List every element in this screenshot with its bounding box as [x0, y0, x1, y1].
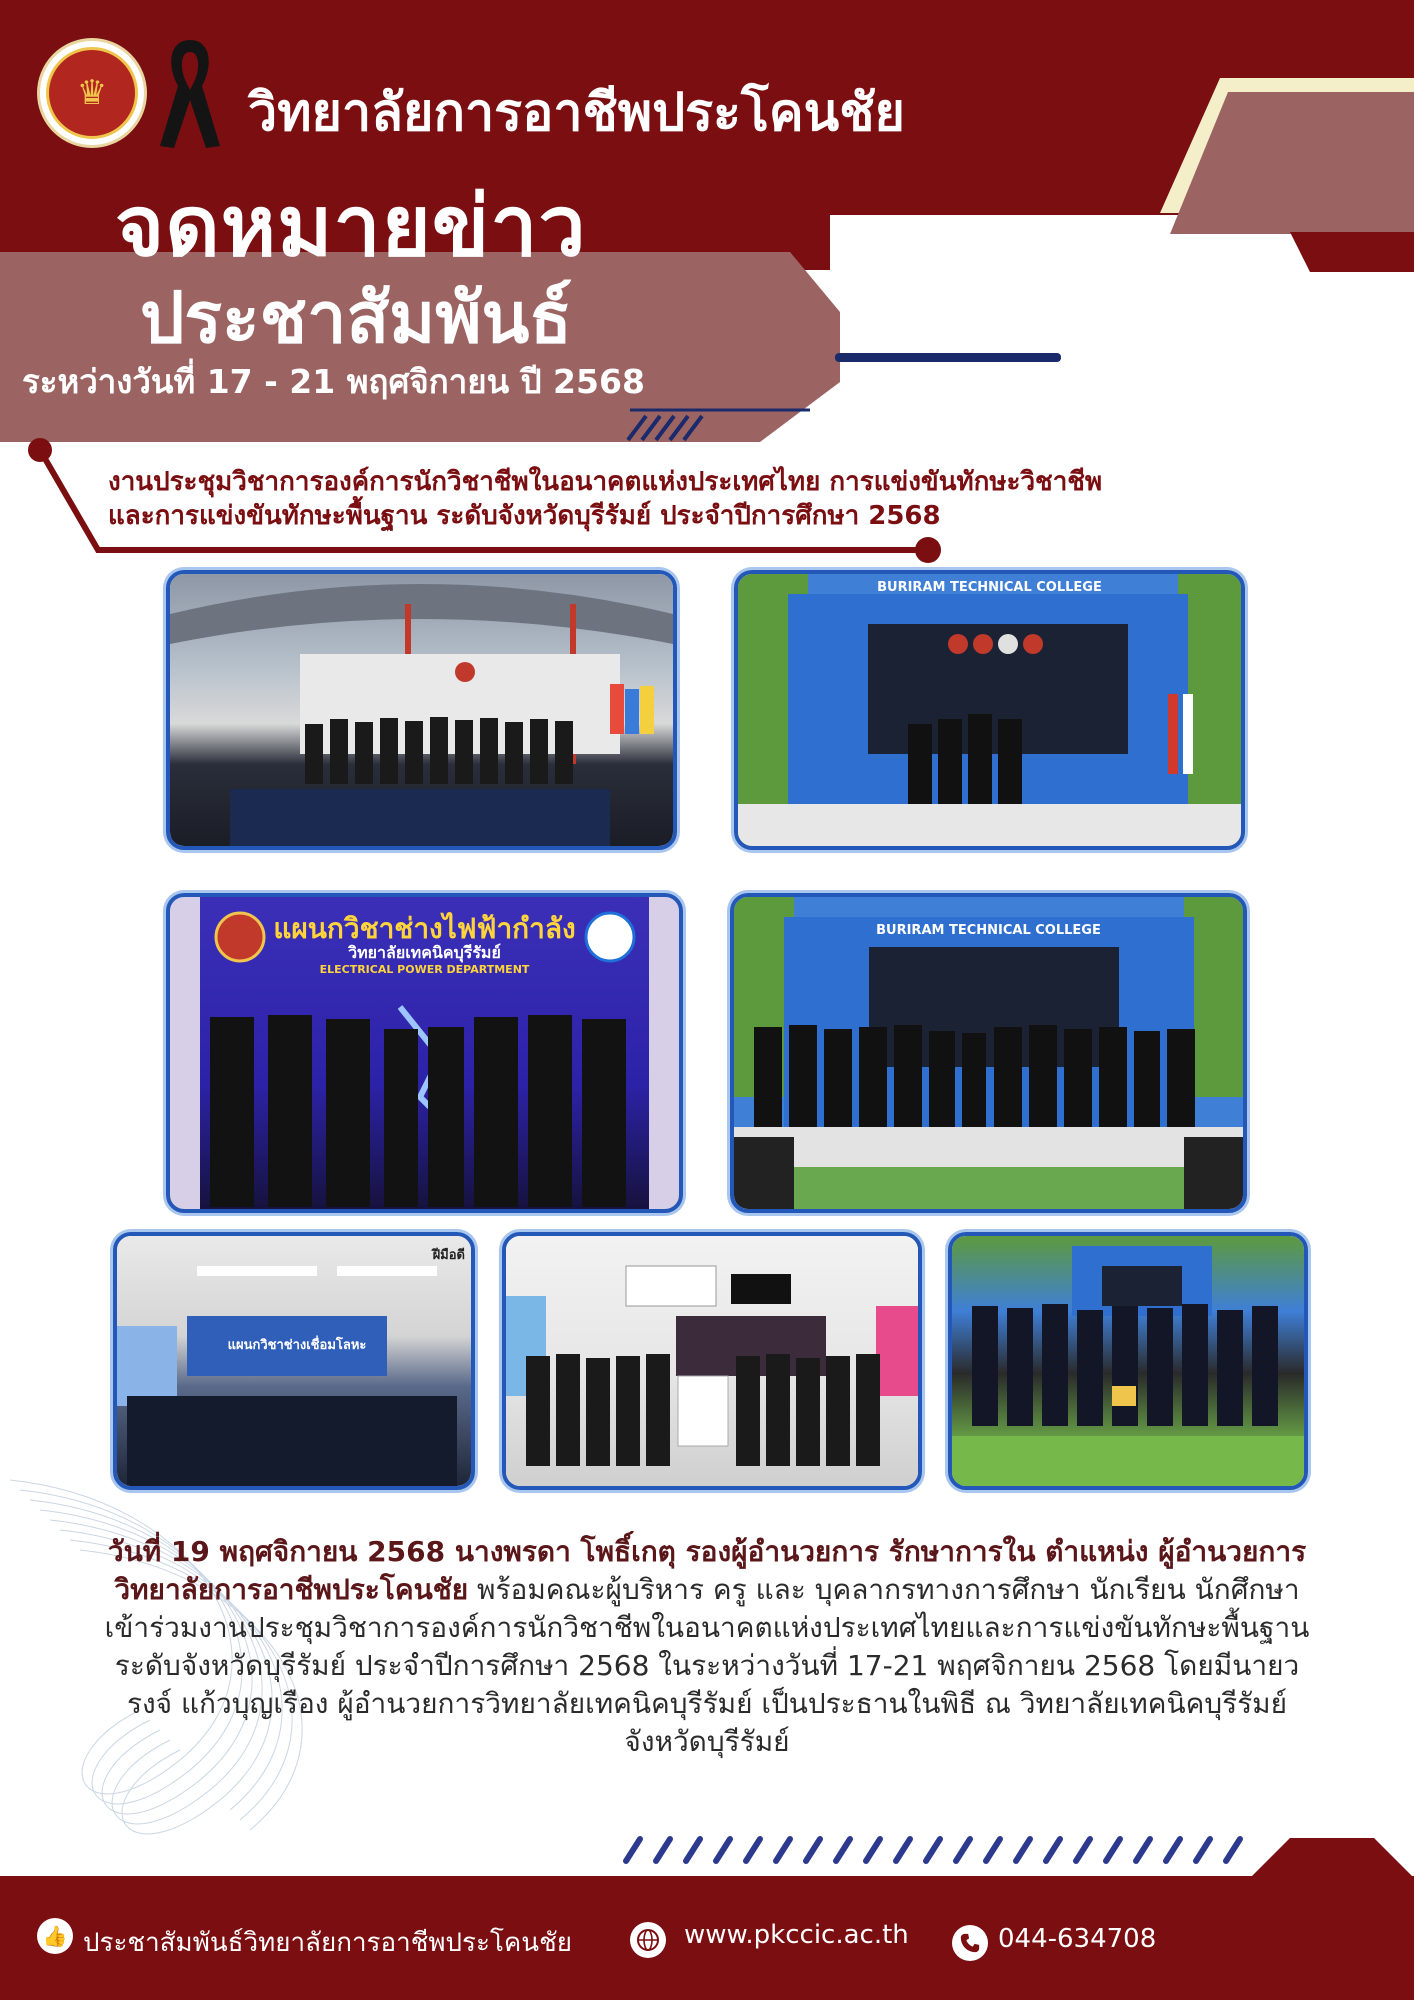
photo-classroom-group	[502, 1232, 922, 1490]
pr-title: ประชาสัมพันธ์	[140, 277, 573, 359]
mourning-ribbon-icon	[150, 34, 230, 154]
globe-icon	[630, 1922, 666, 1958]
photo-award-stage	[734, 570, 1245, 850]
accent-line	[835, 353, 1061, 362]
news-body	[100, 1533, 1314, 1761]
body-details: พร้อมคณะผู้บริหาร ครู และ บุคลากรทางการศึกษา นักเรียน นักศึกษา เข้าร่วมงานประชุมวิชาการองค์การนักวิชาชีพในอนาคตแห่งประเทศไทยและการแข่งขันทักษะพื้นฐาน ระดับจังหวัดบุรีรัมย์ ประจำปีการศึกษา 2568 ในระหว่างวันที่ 17-21 พฤศจิกายน 2568 โดยมีนายวรงจ์ แก้วบุญเรือง ผู้อำนวยการวิทยาลัยเทคนิคบุรีรัมย์ เป็นประธานในพิธี ณ วิทยาลัยเทคนิคบุรีรัมย์ จังหวัดบุรีรัมย์	[104, 1573, 1310, 1758]
photo4-sign: BURIRAM TECHNICAL COLLEGE	[876, 923, 1101, 938]
stage-scene	[170, 574, 673, 846]
photo-group-stage	[730, 893, 1247, 1213]
photo-award-outdoor	[948, 1232, 1308, 1490]
photo5-corner-text: ฝีมือดี	[432, 1248, 465, 1263]
outdoor-scene	[952, 1236, 1304, 1486]
group-scene	[734, 897, 1243, 1209]
photo-department-booth	[166, 893, 683, 1213]
header-white-area	[760, 270, 1414, 410]
event-subtitle	[108, 465, 1258, 533]
emblem-icon: ♛	[46, 47, 138, 139]
facebook-like-icon: 👍	[37, 1918, 73, 1954]
welding-scene	[117, 1236, 471, 1486]
photo-welding-group	[113, 1232, 475, 1490]
footer-facebook[interactable]: ประชาสัมพันธ์วิทยาลัยการอาชีพประโคนชัย	[83, 1928, 572, 1958]
photo3-sign-en: ELECTRICAL POWER DEPARTMENT	[319, 963, 530, 976]
slash-divider	[620, 1835, 1250, 1865]
photo5-sign: แผนกวิชาช่างเชื่อมโลหะ	[227, 1338, 367, 1353]
footer-tab	[1250, 1838, 1414, 1878]
phone-icon	[952, 1925, 988, 1961]
classroom-scene	[506, 1236, 918, 1486]
newsletter-title: จดหมายข่าว	[115, 177, 587, 275]
footer-phone[interactable]: 044-634708	[998, 1924, 1157, 1954]
footer-website[interactable]: www.pkccic.ac.th	[684, 1920, 909, 1950]
photo3-sign-sub: วิทยาลัยเทคนิคบุรีรัมย์	[348, 943, 501, 962]
body-lead: วันที่ 19 พฤศจิกายน 2568 นางพรดา โพธิ์เกตุ รองผู้อำนวยการ รักษาการใน ตำแหน่ง ผู้อำนวยการวิทยาลัยการอาชีพประโคนชัย	[107, 1535, 1307, 1606]
college-name: วิทยาลัยการอาชีพประโคนชัย	[248, 83, 905, 143]
photo-stage-group	[166, 570, 677, 850]
photo2-sign: BURIRAM TECHNICAL COLLEGE	[877, 580, 1102, 595]
date-range: ระหว่างวันที่ 17 - 21 พฤศจิกายน ปี 2568	[22, 362, 645, 401]
photo3-sign-title: แผนกวิชาช่างไฟฟ้ากำลัง	[273, 912, 576, 945]
corner-accent-maroon	[1290, 232, 1414, 272]
college-logo	[37, 38, 147, 148]
award-scene	[738, 574, 1241, 846]
subtitle-line-1: งานประชุมวิชาการองค์การนักวิชาชีพในอนาคตแห่งประเทศไทย การแข่งขันทักษะวิชาชีพ	[108, 467, 1103, 497]
subtitle-line-2: และการแข่งขันทักษะพื้นฐาน ระดับจังหวัดบุรีรัมย์ ประจำปีการศึกษา 2568	[108, 501, 941, 531]
